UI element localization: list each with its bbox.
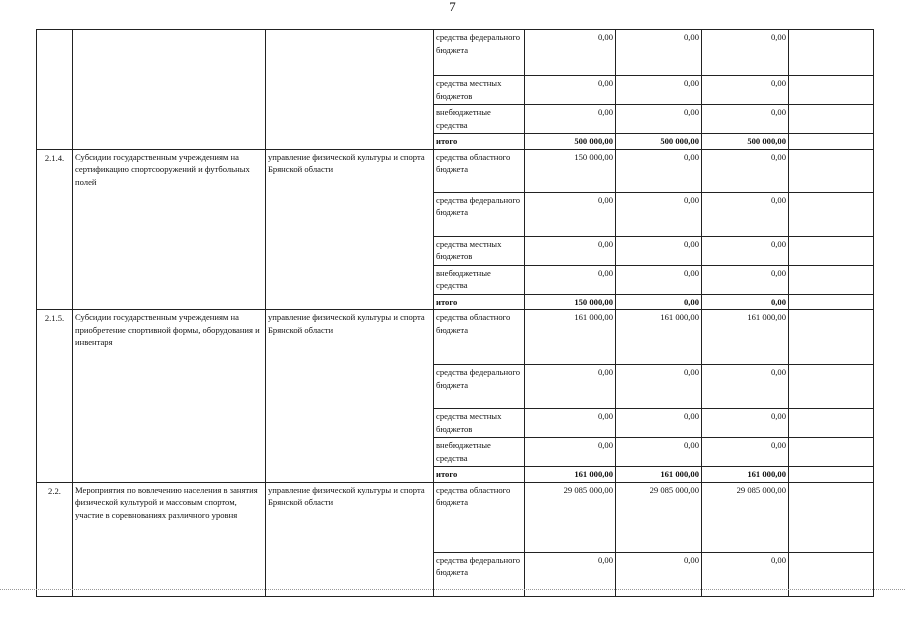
amount-year-3: 0,00 (702, 409, 789, 438)
amount-year-2: 0,00 (616, 294, 702, 310)
funding-source: средства федерального бюджета (434, 365, 525, 409)
item-name: Субсидии государственным учреждениям на сертификацию спортсооружений и футбольных полей (73, 149, 266, 310)
item-code: 2.1.5. (37, 310, 73, 483)
notes-cell (789, 467, 874, 483)
amount-year-3: 0,00 (702, 76, 789, 105)
amount-year-1: 150 000,00 (525, 149, 616, 192)
amount-year-2: 0,00 (616, 409, 702, 438)
code-cell (37, 30, 73, 150)
amount-year-2: 0,00 (616, 30, 702, 76)
table-row (37, 310, 874, 365)
amount-year-2: 0,00 (616, 149, 702, 192)
amount-year-1: 0,00 (525, 76, 616, 105)
amount-year-3: 0,00 (702, 105, 789, 134)
funding-source: средства местных бюджетов (434, 409, 525, 438)
amount-year-2: 0,00 (616, 192, 702, 236)
amount-year-3: 0,00 (702, 365, 789, 409)
item-executor: управление физической культуры и спорта Брянской области (266, 149, 434, 310)
funding-source: средства областного бюджета (434, 310, 525, 365)
funding-source: внебюджетные средства (434, 438, 525, 467)
notes-cell (789, 294, 874, 310)
amount-year-2: 161 000,00 (616, 310, 702, 365)
amount-year-2: 161 000,00 (616, 467, 702, 483)
notes-cell (789, 365, 874, 409)
amount-year-2: 0,00 (616, 365, 702, 409)
amount-year-1: 0,00 (525, 409, 616, 438)
amount-year-1: 0,00 (525, 438, 616, 467)
notes-cell (789, 482, 874, 552)
funding-source: средства местных бюджетов (434, 236, 525, 265)
amount-year-2: 0,00 (616, 265, 702, 294)
notes-cell (789, 105, 874, 134)
notes-cell (789, 438, 874, 467)
amount-year-1: 0,00 (525, 552, 616, 596)
item-executor: управление физической культуры и спорта Брянской области (266, 310, 434, 483)
funding-source: средства областного бюджета (434, 149, 525, 192)
funding-source: внебюджетные средства (434, 105, 525, 134)
item-code: 2.1.4. (37, 149, 73, 310)
notes-cell (789, 409, 874, 438)
amount-year-2: 0,00 (616, 438, 702, 467)
amount-year-1: 29 085 000,00 (525, 482, 616, 552)
amount-year-2: 0,00 (616, 105, 702, 134)
amount-year-3: 500 000,00 (702, 134, 789, 150)
amount-year-3: 0,00 (702, 236, 789, 265)
funding-source: итого (434, 294, 525, 310)
notes-cell (789, 265, 874, 294)
amount-year-1: 500 000,00 (525, 134, 616, 150)
amount-year-1: 161 000,00 (525, 310, 616, 365)
amount-year-3: 0,00 (702, 552, 789, 596)
amount-year-3: 0,00 (702, 294, 789, 310)
page-number: 7 (449, 0, 456, 14)
table-row (37, 30, 874, 76)
item-executor: управление физической культуры и спорта Брянской области (266, 482, 434, 596)
amount-year-3: 161 000,00 (702, 310, 789, 365)
funding-source: внебюджетные средства (434, 265, 525, 294)
amount-year-1: 150 000,00 (525, 294, 616, 310)
item-name: Мероприятия по вовлечению населения в занятия физической культурой и массовым спортом, участие в соревнованиях различного уровня (73, 482, 266, 596)
item-name: Субсидии государственным учреждениям на приобретение спортивной формы, оборудования и инвентаря (73, 310, 266, 483)
funding-source: средства областного бюджета (434, 482, 525, 552)
amount-year-1: 0,00 (525, 265, 616, 294)
executor-cell (266, 30, 434, 150)
amount-year-3: 0,00 (702, 438, 789, 467)
notes-cell (789, 149, 874, 192)
amount-year-1: 0,00 (525, 236, 616, 265)
funding-source: средства местных бюджетов (434, 76, 525, 105)
notes-cell (789, 76, 874, 105)
budget-table (36, 29, 874, 597)
amount-year-1: 0,00 (525, 105, 616, 134)
name-cell (73, 30, 266, 150)
amount-year-3: 0,00 (702, 149, 789, 192)
notes-cell (789, 310, 874, 365)
page-cut-edge (0, 589, 905, 594)
amount-year-2: 500 000,00 (616, 134, 702, 150)
funding-source: средства федерального бюджета (434, 30, 525, 76)
amount-year-2: 0,00 (616, 236, 702, 265)
item-code: 2.2. (37, 482, 73, 596)
table-row (37, 149, 874, 192)
amount-year-2: 29 085 000,00 (616, 482, 702, 552)
amount-year-3: 0,00 (702, 30, 789, 76)
amount-year-3: 161 000,00 (702, 467, 789, 483)
notes-cell (789, 236, 874, 265)
amount-year-1: 161 000,00 (525, 467, 616, 483)
amount-year-3: 29 085 000,00 (702, 482, 789, 552)
amount-year-3: 0,00 (702, 265, 789, 294)
amount-year-1: 0,00 (525, 192, 616, 236)
notes-cell (789, 30, 874, 76)
funding-source: средства федерального бюджета (434, 192, 525, 236)
notes-cell (789, 192, 874, 236)
funding-source: итого (434, 134, 525, 150)
amount-year-3: 0,00 (702, 192, 789, 236)
table-row (37, 482, 874, 552)
funding-source: итого (434, 467, 525, 483)
amount-year-1: 0,00 (525, 365, 616, 409)
amount-year-2: 0,00 (616, 76, 702, 105)
amount-year-2: 0,00 (616, 552, 702, 596)
amount-year-1: 0,00 (525, 30, 616, 76)
funding-source: средства федерального бюджета (434, 552, 525, 596)
notes-cell (789, 134, 874, 150)
